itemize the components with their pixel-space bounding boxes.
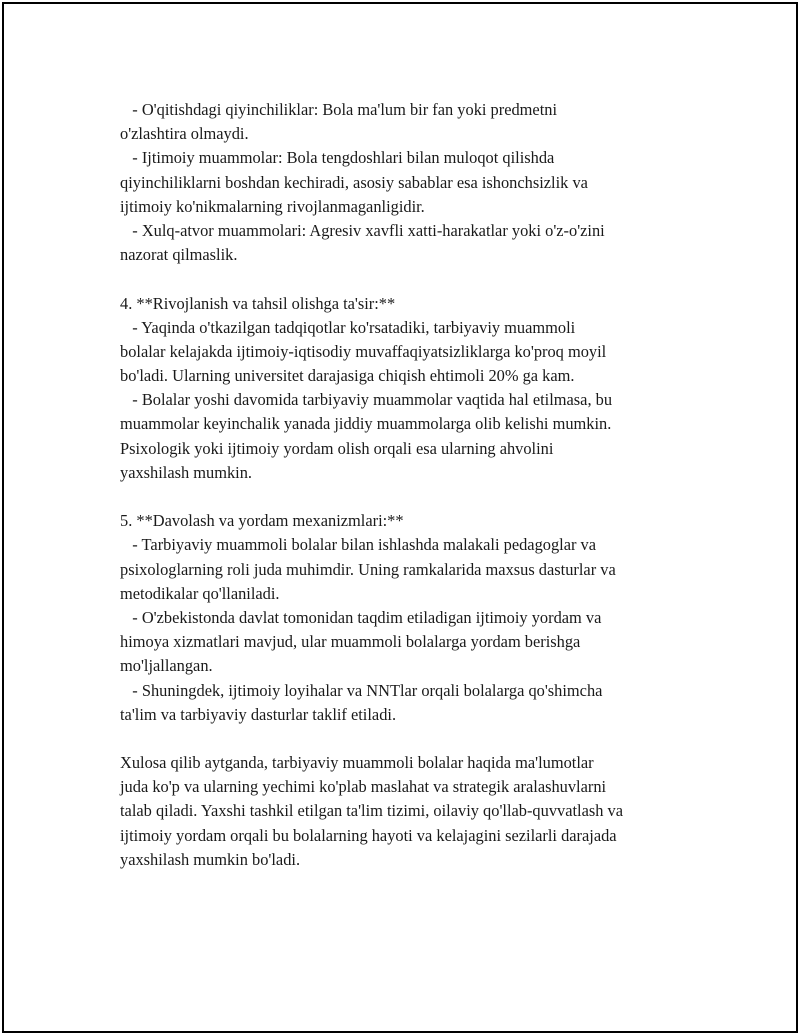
- paragraph-gap: [120, 267, 710, 291]
- text-line: o'zlashtira olmaydi.: [120, 124, 249, 144]
- text-line: - Bolalar yoshi davomida tarbiyaviy muammolar vaqtida hal etilmasa, bu: [120, 390, 613, 410]
- text-line: bolalar kelajakda ijtimoiy-iqtisodiy muvaffaqiyatsizliklarga ko'proq moyil: [120, 341, 607, 361]
- text-line: metodikalar qo'llaniladi.: [120, 583, 280, 603]
- text-line: yaxshilash mumkin.: [120, 462, 253, 482]
- text-line: himoya xizmatlari mavjud, ular muammoli bolalarga yordam berishga: [120, 632, 581, 652]
- paragraph-gap: [120, 727, 710, 751]
- text-line: - Ijtimoiy muammolar: Bola tengdoshlari bilan muloqot qilishda: [120, 148, 555, 168]
- text-line: psixologlarning roli juda muhimdir. Uning ramkalarida maxsus dasturlar va: [120, 559, 616, 579]
- text-line: ijtimoiy ko'nikmalarning rivojlanmaganligidir.: [120, 196, 425, 216]
- text-line: - Shuningdek, ijtimoiy loyihalar va NNTlar orqali bolalarga qo'shimcha: [120, 680, 603, 700]
- text-line: mo'ljallangan.: [120, 656, 213, 676]
- text-line: nazorat qilmaslik.: [120, 245, 238, 265]
- text-line: Psixologik yoki ijtimoiy yordam olish orqali esa ularning ahvolini: [120, 438, 554, 458]
- text-line: ta'lim va tarbiyaviy dasturlar taklif etiladi.: [120, 704, 397, 724]
- text-line: - Tarbiyaviy muammoli bolalar bilan ishlashda malakali pedagoglar va: [120, 535, 597, 555]
- text-line: - O'qitishdagi qiyinchiliklar: Bola ma'lum bir fan yoki predmetni: [120, 100, 557, 119]
- section-heading: 4. **Rivojlanish va tahsil olishga ta'sir:**: [120, 293, 396, 313]
- text-line: bo'ladi. Ularning universitet darajasiga chiqish ehtimoli 20% ga kam.: [120, 366, 575, 386]
- section-heading: 5. **Davolash va yordam mexanizmlari:**: [120, 511, 404, 531]
- conclusion-line: Xulosa qilib aytganda, tarbiyaviy muammoli bolalar haqida ma'lumotlar: [120, 753, 594, 773]
- document-body: [120, 98, 710, 872]
- conclusion-line: talab qiladi. Yaxshi tashkil etilgan ta'lim tizimi, oilaviy qo'llab-quvvatlash va: [120, 801, 624, 821]
- text-line: - O'zbekistonda davlat tomonidan taqdim etiladigan ijtimoiy yordam va: [120, 607, 602, 627]
- conclusion-line: yaxshilash mumkin bo'ladi.: [120, 849, 301, 869]
- text-line: qiyinchiliklarni boshdan kechiradi, asosiy sabablar esa ishonchsizlik va: [120, 172, 588, 192]
- paragraph-gap: [120, 485, 710, 509]
- conclusion-line: ijtimoiy yordam orqali bu bolalarning hayoti va kelajagini sezilarli darajada: [120, 825, 617, 845]
- text-line: - Yaqinda o'tkazilgan tadqiqotlar ko'rsatadiki, tarbiyaviy muammoli: [120, 317, 576, 337]
- text-line: muammolar keyinchalik yanada jiddiy muammolarga olib kelishi mumkin.: [120, 414, 612, 434]
- conclusion-line: juda ko'p va ularning yechimi ko'plab maslahat va strategik aralashuvlarni: [120, 777, 607, 797]
- document-page: [2, 2, 798, 1033]
- text-line: - Xulq-atvor muammolari: Agresiv xavfli xatti-harakatlar yoki o'z-o'zini: [120, 220, 605, 240]
